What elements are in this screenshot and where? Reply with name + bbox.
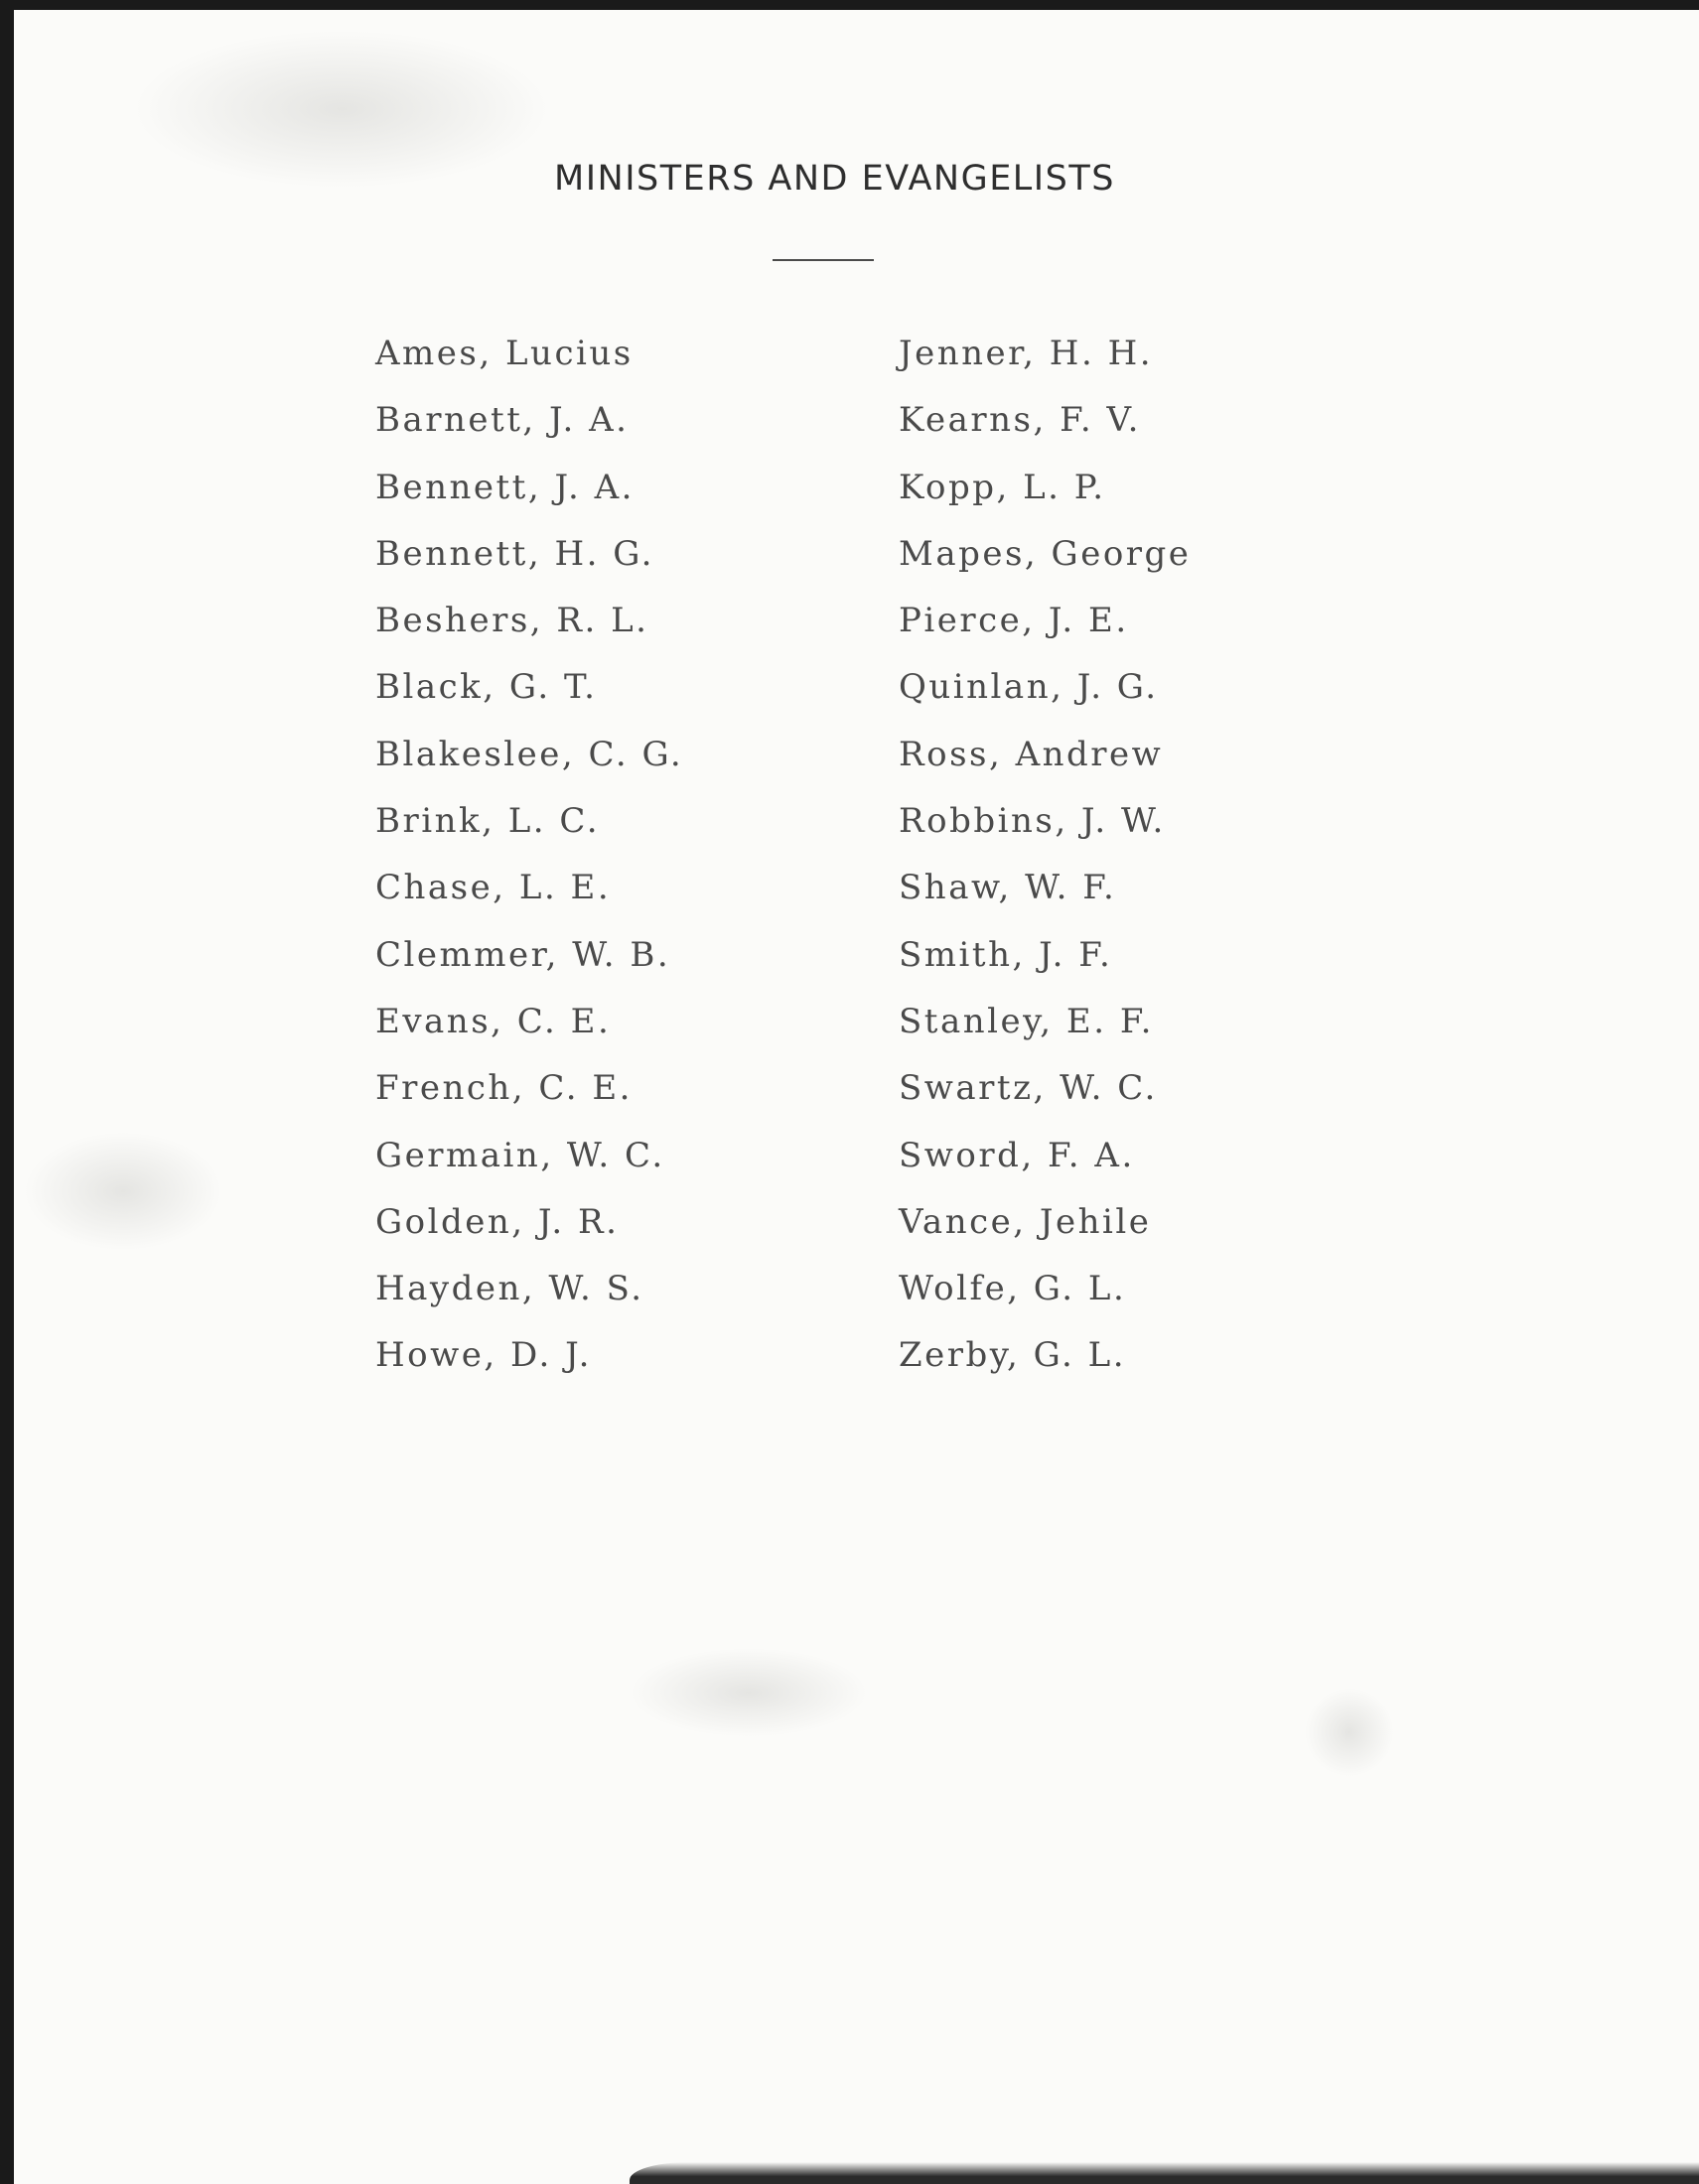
document-page [14, 10, 1699, 2184]
name-entry: Golden, J. R. [375, 1201, 620, 1242]
page-edge-shadow [630, 2162, 1699, 2184]
paper-smudge [1305, 1688, 1394, 1777]
name-entry: Bennett, J. A. [375, 467, 635, 507]
name-entry: Sword, F. A. [899, 1135, 1135, 1175]
name-entry: Barnett, J. A. [375, 400, 630, 441]
name-entry: Ames, Lucius [375, 334, 634, 373]
name-entry: Kopp, L. P. [899, 467, 1106, 507]
left-name-column [375, 334, 683, 1403]
name-entry: Vance, Jehile [899, 1201, 1152, 1242]
name-entry: Stanley, E. F. [899, 1001, 1154, 1041]
name-entry: Ross, Andrew [899, 734, 1164, 774]
name-entry: French, C. E. [375, 1068, 633, 1109]
name-entry: Brink, L. C. [375, 801, 601, 842]
name-entry: Clemmer, W. B. [375, 934, 671, 975]
name-entry: Blakeslee, C. G. [375, 734, 684, 774]
name-entry: Robbins, J. W. [899, 801, 1166, 842]
name-entry: Chase, L. E. [375, 868, 612, 908]
name-entry: Shaw, W. F. [899, 868, 1117, 908]
name-entry: Mapes, George [899, 533, 1192, 574]
name-entry: Howe, D. J. [375, 1335, 592, 1376]
name-entry: Germain, W. C. [375, 1135, 665, 1175]
right-name-column [899, 334, 1191, 1403]
paper-smudge [630, 1648, 868, 1737]
name-entry: Quinlan, J. G. [899, 667, 1159, 708]
name-entry: Evans, C. E. [375, 1001, 612, 1041]
paper-smudge [24, 1132, 222, 1251]
name-entry: Bennett, H. G. [375, 533, 654, 574]
title-divider [773, 259, 874, 261]
name-entry: Zerby, G. L. [899, 1335, 1127, 1376]
name-entry: Smith, J. F. [899, 934, 1113, 975]
name-entry: Hayden, W. S. [375, 1269, 644, 1309]
name-entry: Beshers, R. L. [375, 601, 649, 641]
name-entry: Swartz, W. C. [899, 1068, 1158, 1109]
name-entry: Black, G. T. [375, 667, 598, 708]
name-entry: Jenner, H. H. [899, 334, 1154, 373]
page-title: MINISTERS AND EVANGELISTS [554, 159, 1115, 199]
name-entry: Wolfe, G. L. [899, 1269, 1127, 1309]
name-entry: Kearns, F. V. [899, 400, 1141, 441]
name-entry: Pierce, J. E. [899, 601, 1129, 641]
